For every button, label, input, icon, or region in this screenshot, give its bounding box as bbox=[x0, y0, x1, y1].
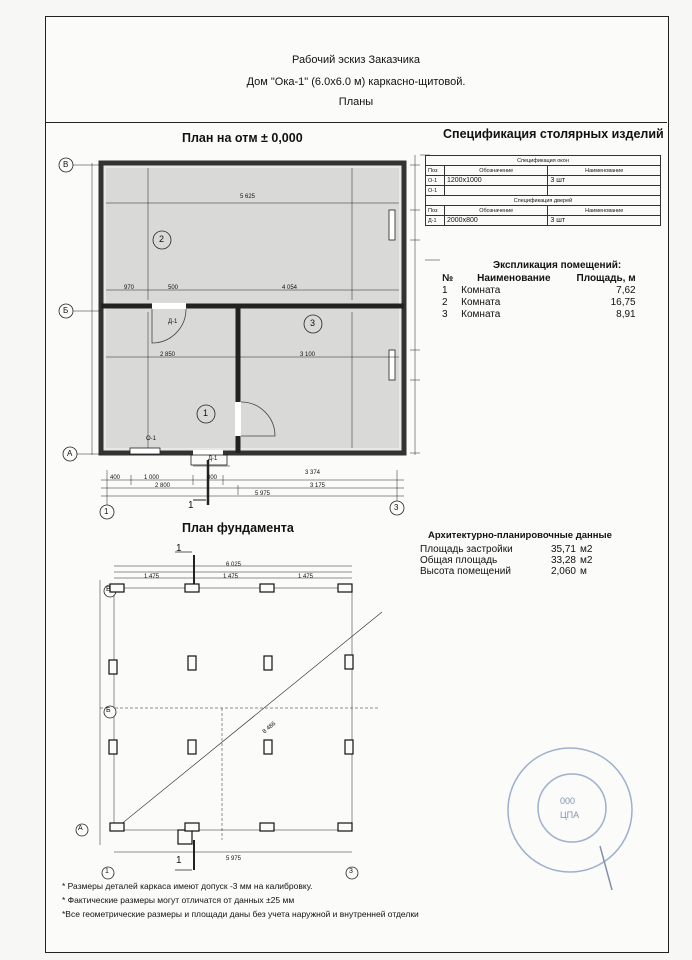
room-1-label: 1 bbox=[203, 408, 209, 418]
note-3: *Все геометрические размеры и площади даны без учета наружной и внутренней отделки bbox=[62, 909, 419, 919]
arch-unit: м2 bbox=[580, 555, 593, 566]
dim-500: 500 bbox=[168, 285, 179, 291]
arch-label: Общая площадь bbox=[420, 555, 498, 566]
door-label-entry: Д-1 bbox=[208, 456, 218, 462]
door-pos: Д-1 bbox=[426, 216, 445, 226]
door-label-1: Д-1 bbox=[168, 319, 178, 325]
room-num: 3 bbox=[442, 309, 448, 320]
arch-value: 35,71 bbox=[550, 544, 576, 555]
dim-400: 400 bbox=[110, 475, 121, 481]
col-name: Наименование bbox=[548, 166, 661, 176]
window-label: О-1 bbox=[146, 436, 157, 442]
found-axis-3-label: 3 bbox=[349, 868, 353, 875]
arch-value: 33,28 bbox=[550, 555, 576, 566]
col-pos: Поз bbox=[426, 166, 445, 176]
rooms-col-area: Площадь, м bbox=[576, 273, 636, 284]
foundation-piers bbox=[109, 584, 353, 844]
found-dim-5975: 5 975 bbox=[226, 856, 242, 862]
header-line-3: Планы bbox=[338, 96, 374, 108]
room-name: Комната bbox=[461, 309, 501, 320]
found-axis-b-label: Б bbox=[106, 707, 111, 714]
rooms-title: Экспликация помещений: bbox=[493, 260, 622, 271]
dim-3175: 3 175 bbox=[310, 483, 326, 489]
rooms-col-num: № bbox=[442, 273, 454, 284]
dim-1000: 1 000 bbox=[144, 475, 160, 481]
foundation-title: План фундамента bbox=[182, 521, 294, 535]
room-num: 1 bbox=[442, 285, 448, 296]
room-area: 7,62 bbox=[616, 285, 636, 296]
room-num: 2 bbox=[442, 297, 448, 308]
dim-2850: 2 850 bbox=[160, 352, 176, 358]
axis-v-label: В bbox=[63, 160, 69, 169]
axis-3-label: 3 bbox=[394, 503, 399, 512]
door-designation: 2000х800 bbox=[445, 216, 548, 226]
dim-3374: 3 374 bbox=[305, 470, 321, 476]
found-dim-1475: 1 475 bbox=[144, 574, 160, 580]
room-3-label: 3 bbox=[310, 318, 316, 328]
window-designation: 1200х1000 bbox=[445, 176, 548, 186]
room-name: Комната bbox=[461, 297, 501, 308]
axis-1-label: 1 bbox=[104, 507, 109, 516]
arch-unit: м2 bbox=[580, 544, 593, 555]
stamp-center-2: ЦПА bbox=[560, 810, 580, 820]
spec-title: Спецификация столярных изделий bbox=[443, 127, 664, 141]
stamp-center-1: 000 bbox=[560, 796, 576, 806]
dim-3100: 3 100 bbox=[300, 352, 316, 358]
room-area: 16,75 bbox=[610, 297, 636, 308]
section-mark: 1 bbox=[188, 500, 194, 511]
window-pos: О-1 bbox=[426, 176, 445, 186]
dim-5625: 5 625 bbox=[240, 194, 256, 200]
plan-title: План на отм ± 0,000 bbox=[182, 131, 303, 145]
col-designation: Обозначение bbox=[445, 166, 548, 176]
door-count: 3 шт bbox=[548, 216, 661, 226]
header-line-2: Дом "Ока-1" (6.0х6.0 м) каркасно-щитовой. bbox=[246, 76, 466, 88]
col-name: Наименование bbox=[548, 206, 661, 216]
window-count: 3 шт bbox=[548, 176, 661, 186]
found-section-top: 1 bbox=[176, 543, 182, 554]
note-1: * Размеры деталей каркаса имеют допуск -3 мм на калибровку. bbox=[62, 881, 313, 891]
doors-caption: Спецификация дверей bbox=[426, 196, 661, 206]
note-2: * Фактические размеры могут отличатся от данных ±25 мм bbox=[62, 895, 295, 905]
axis-a-label: А bbox=[67, 449, 73, 458]
arch-label: Площадь застройки bbox=[420, 544, 513, 555]
found-axis-a-label: А bbox=[78, 825, 83, 832]
found-diagonal: 8 486 bbox=[261, 720, 278, 736]
found-dim-1475: 1 475 bbox=[298, 574, 314, 580]
room-area: 8,91 bbox=[616, 309, 636, 320]
found-axis-1-label: 1 bbox=[105, 868, 109, 875]
arch-value: 2,060 bbox=[550, 566, 576, 577]
arch-title: Архитектурно-планировочные данные bbox=[428, 530, 612, 541]
axis-b-label: Б bbox=[63, 306, 69, 315]
window-pos: О-1 bbox=[426, 186, 445, 196]
arch-label: Высота помещений bbox=[420, 566, 511, 577]
dim-5975: 5 975 bbox=[255, 491, 271, 497]
windows-caption: Спецификация окон bbox=[426, 156, 661, 166]
header-line-1: Рабочий эскиз Заказчика bbox=[291, 54, 421, 66]
arch-unit: м bbox=[580, 566, 587, 577]
col-pos: Поз bbox=[426, 206, 445, 216]
found-section-bottom: 1 bbox=[176, 855, 182, 866]
rooms-col-name: Наименование bbox=[477, 273, 551, 284]
dim-2800: 2 800 bbox=[155, 483, 171, 489]
room-name: Комната bbox=[461, 285, 501, 296]
dim-4054: 4 054 bbox=[282, 285, 298, 291]
dim-970: 970 bbox=[124, 285, 135, 291]
found-dim-1475: 1 475 bbox=[223, 574, 239, 580]
found-dim-6025: 6 025 bbox=[226, 562, 242, 568]
dim-800: 800 bbox=[207, 475, 218, 481]
col-designation: Обозначение bbox=[445, 206, 548, 216]
room-2-label: 2 bbox=[159, 234, 165, 244]
found-axis-v-label: В bbox=[106, 586, 111, 593]
